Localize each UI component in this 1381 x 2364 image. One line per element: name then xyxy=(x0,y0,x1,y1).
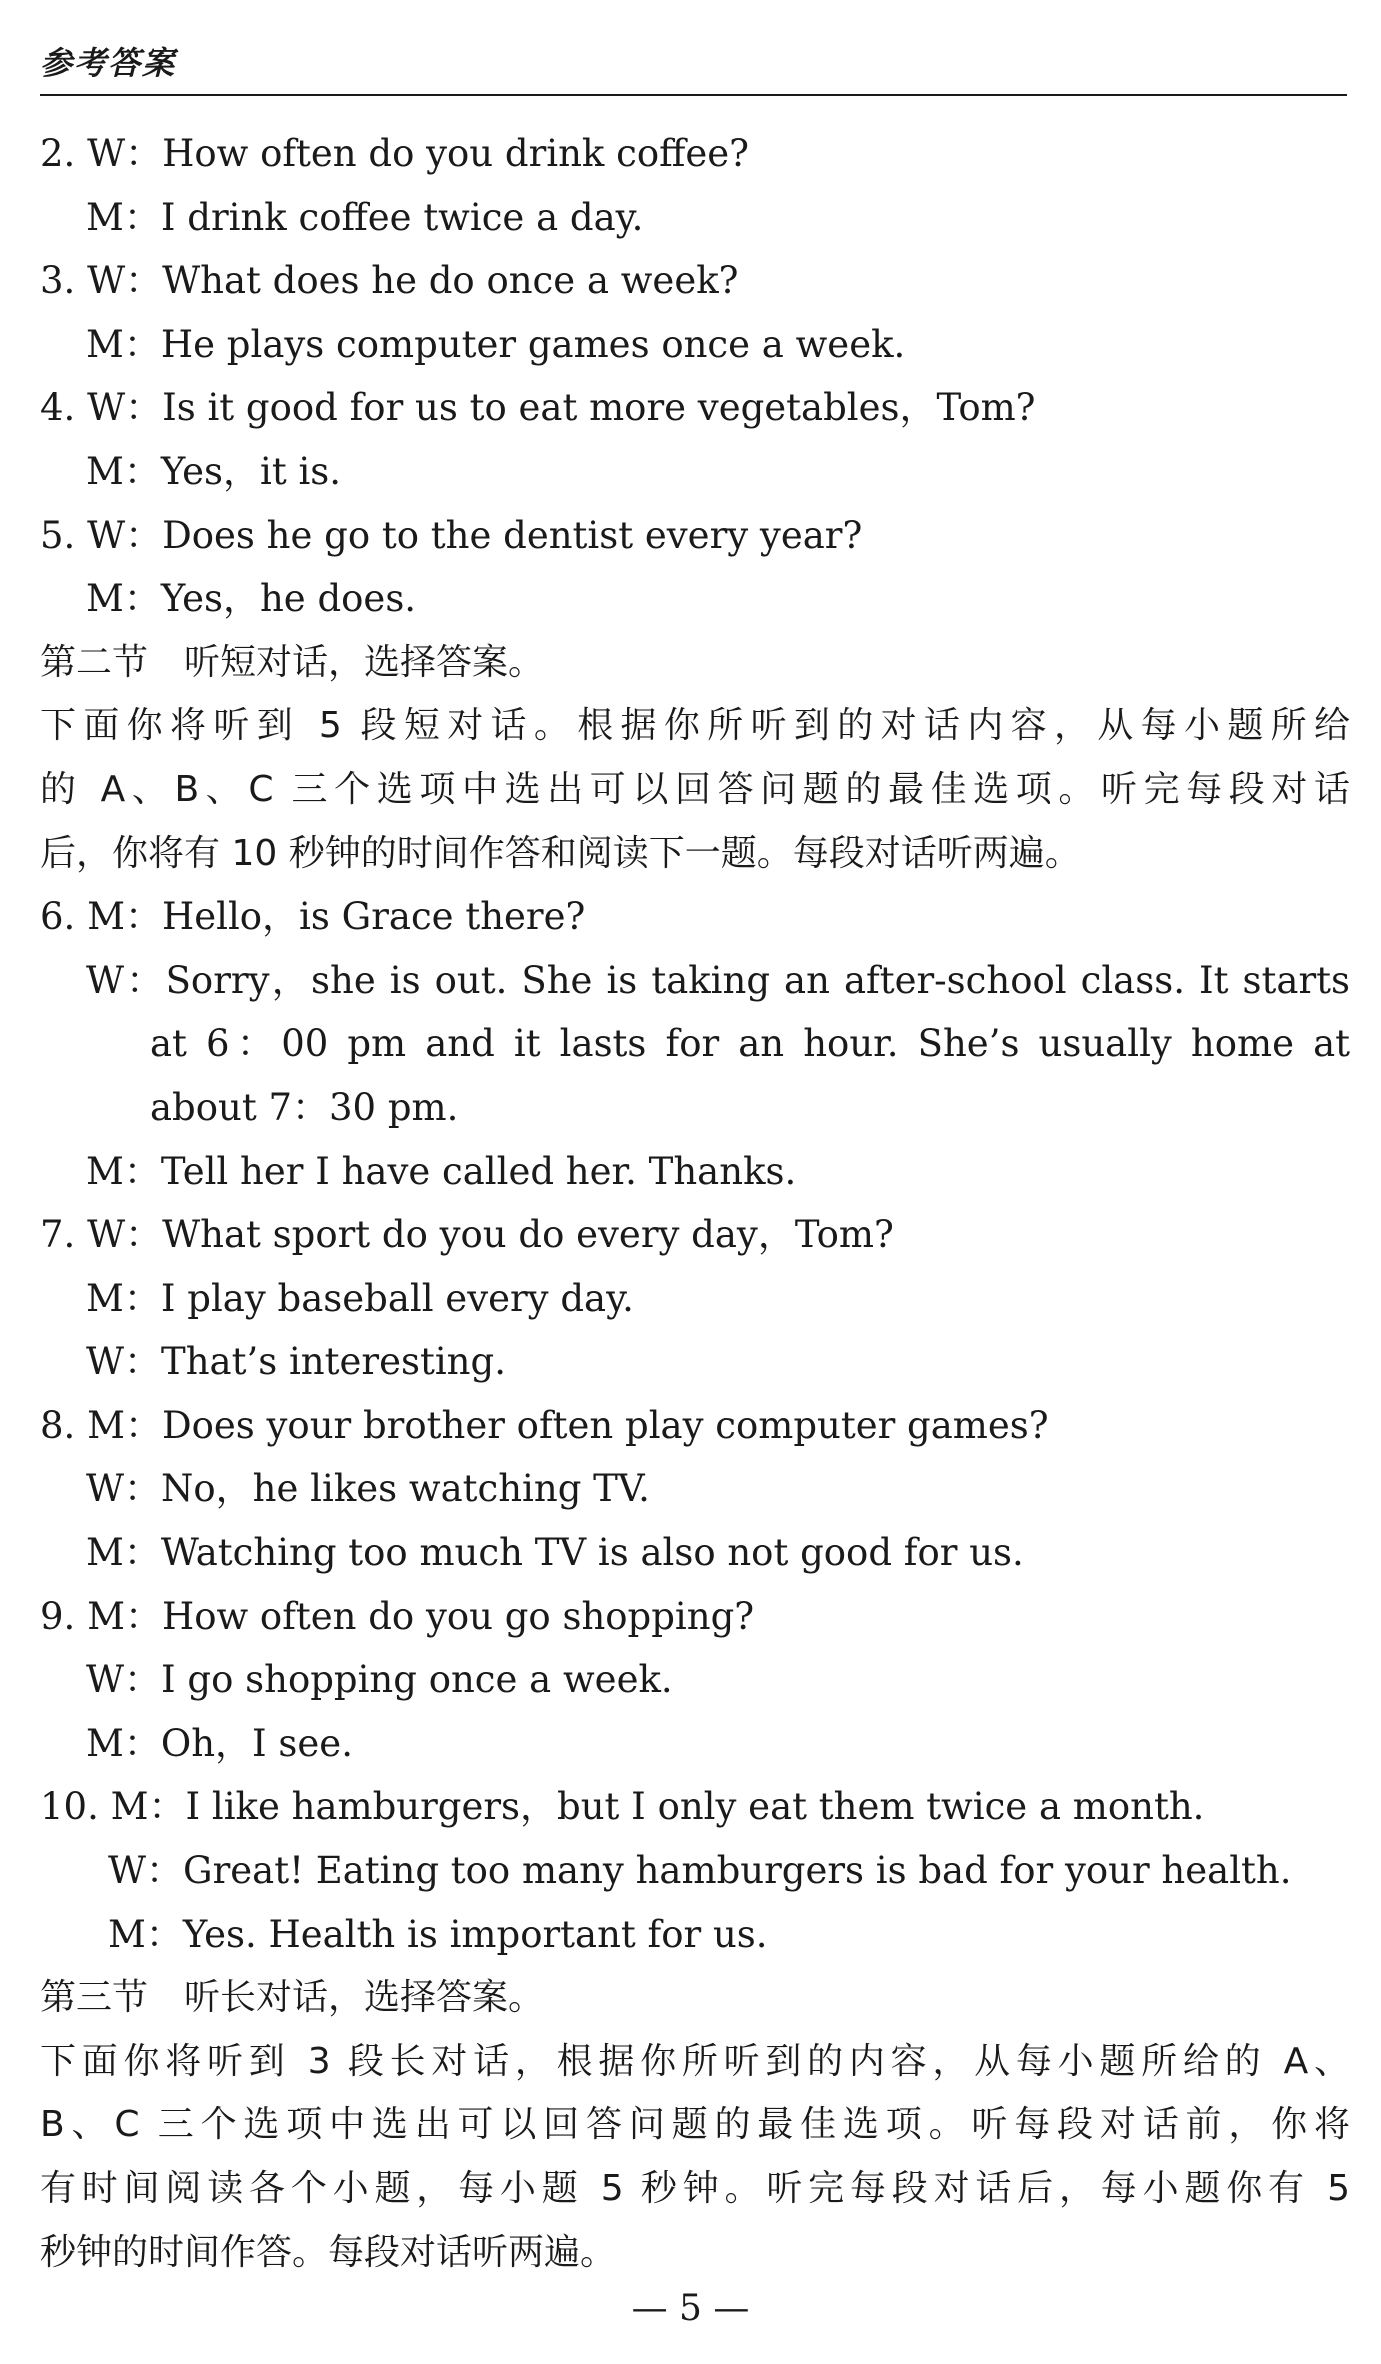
instruction-line: 后，你将有 10 秒钟的时间作答和阅读下一题。每段对话听两遍。 xyxy=(40,832,1081,874)
dialogue-line: 7. W：What sport do you do every day，Tom? xyxy=(40,1213,894,1257)
header-title: 参考答案 xyxy=(40,44,177,82)
dialogue-line: M：Watching too much TV is also not good for us. xyxy=(86,1531,1024,1575)
dialogue-line: M：Tell her I have called her. Thanks. xyxy=(86,1149,797,1193)
dialogue-line: at 6：00 pm and it lasts for an hour. She’s usually home at xyxy=(150,1022,1350,1066)
dialogue-line: M：I play baseball every day. xyxy=(86,1276,634,1320)
dialogue-line: M：Yes，he does. xyxy=(86,577,417,621)
dialogue-line: 3. W：What does he do once a week? xyxy=(40,259,739,303)
dialogue-line: W：Sorry，she is out. She is taking an after-school class. It starts xyxy=(86,958,1350,1002)
dialogue-line: 10. M：I like hamburgers，but I only eat them twice a month. xyxy=(40,1785,1205,1829)
answer-content xyxy=(40,122,1350,2284)
dialogue-line: M：I drink coffee twice a day. xyxy=(86,195,644,239)
page-number: — 5 — xyxy=(631,2288,750,2329)
dialogue-line: 5. W：Does he go to the dentist every year? xyxy=(40,513,863,557)
dialogue-line: M：Yes，it is. xyxy=(86,449,342,493)
dialogue-line: 6. M：Hello，is Grace there? xyxy=(40,895,586,939)
instruction-line: 秒钟的时间作答。每段对话听两遍。 xyxy=(40,2231,617,2273)
dialogue-line: about 7：30 pm. xyxy=(150,1085,459,1129)
instruction-line: 下面你将听到 3 段长对话，根据你所听到的内容，从每小题所给的 A、 xyxy=(40,2040,1350,2082)
dialogue-line: W：Great! Eating too many hamburgers is bad for your health. xyxy=(108,1849,1292,1893)
dialogue-line: 2. W：How often do you drink coffee? xyxy=(40,132,750,175)
dialogue-line: W：I go shopping once a week. xyxy=(86,1658,673,1702)
instruction-line: 有时间阅读各个小题，每小题 5 秒钟。听完每段对话后，每小题你有 5 xyxy=(40,2168,1350,2209)
section-heading: 第三节 听长对话，选择答案。 xyxy=(40,1977,545,2019)
dialogue-line: M：He plays computer games once a week. xyxy=(86,322,906,366)
dialogue-line: M：Yes. Health is important for us. xyxy=(108,1912,768,1956)
instruction-line: 的 A、B、C 三个选项中选出可以回答问题的最佳选项。听完每段对话 xyxy=(40,768,1350,810)
dialogue-line: 4. W：Is it good for us to eat more vegetables，Tom? xyxy=(40,386,1036,430)
header-divider xyxy=(40,94,1347,96)
section-heading: 第二节 听短对话，选择答案。 xyxy=(40,641,545,683)
dialogue-line: 8. M：Does your brother often play computer games? xyxy=(40,1403,1049,1447)
dialogue-line: W：No，he likes watching TV. xyxy=(86,1467,650,1511)
dialogue-line: 9. M：How often do you go shopping? xyxy=(40,1594,755,1638)
instruction-line: B、C 三个选项中选出可以回答问题的最佳选项。听每段对话前，你将 xyxy=(40,2104,1350,2146)
dialogue-line: M：Oh，I see. xyxy=(86,1721,353,1765)
instruction-line: 下面你将听到 5 段短对话。根据你所听到的对话内容，从每小题所给 xyxy=(40,705,1350,747)
dialogue-line: W：That’s interesting. xyxy=(86,1340,506,1384)
